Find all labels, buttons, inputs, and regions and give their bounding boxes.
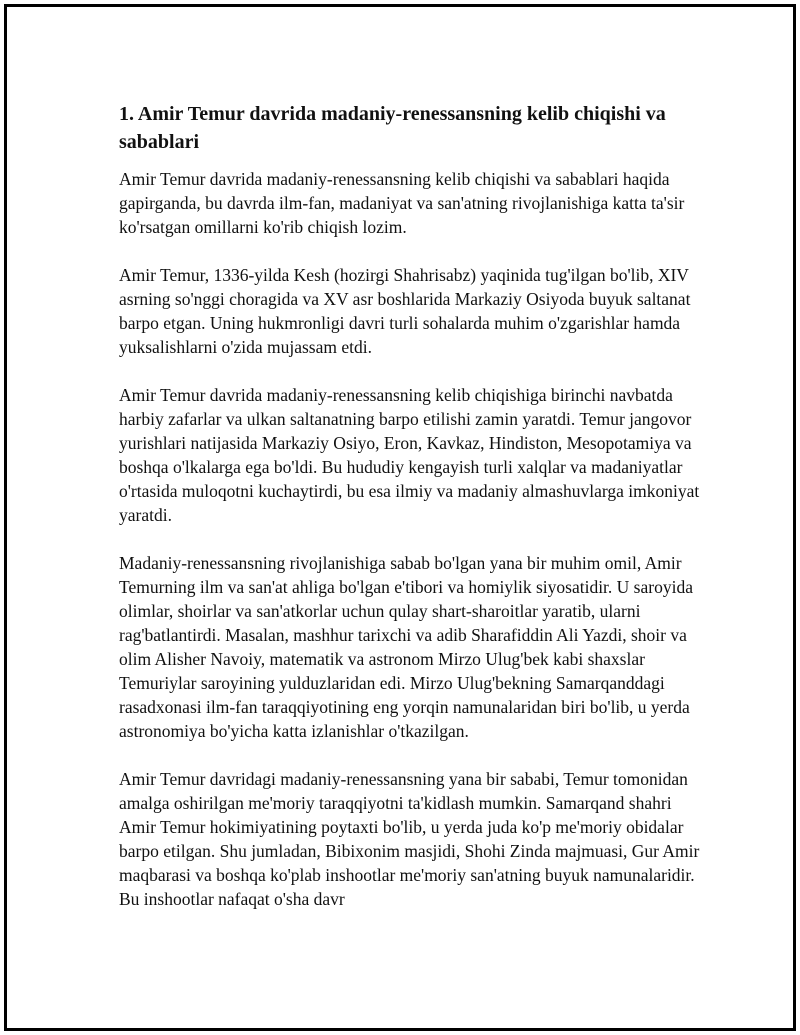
page-frame: [4, 4, 796, 1031]
paragraph-1: Amir Temur davrida madaniy-renessansning kelib chiqishi va sabablari haqida gapirganda, bu davrda ilm-fan, madaniyat va san'atning rivojlanishiga katta ta'sir ko'rsatgan omillarni ko'rib chiqish lozim.: [119, 169, 685, 237]
paragraph-3: Amir Temur davrida madaniy-renessansning kelib chiqishiga birinchi navbatda harbiy zafarlar va ulkan saltanatning barpo etilishi zamin yaratdi. Temur jangovor yurishlari natijasida Markaziy Osiyo, Eron, Kavkaz, Hindiston, Mesopotamiya va boshqa o'lkalarga ega bo'ldi. Bu hududiy kengayish turli xalqlar va madaniyatlar o'rtasida muloqotni kuchaytirdi, bu esa ilmiy va madaniy almashuvlarga imkoniyat yaratdi.: [119, 385, 700, 525]
paragraph-2: Amir Temur, 1336-yilda Kesh (hozirgi Shahrisabz) yaqinida tug'ilgan bo'lib, XIV asrning so'nggi choragida va XV asr boshlarida Markaziy Osiyoda buyuk saltanat barpo etgan. Uning hukmronligi davri turli sohalarda muhim o'zgarishlar hamda yuksalishlarni o'zida mujassam etdi.: [119, 265, 691, 357]
paragraph-4: Madaniy-renessansning rivojlanishiga sabab bo'lgan yana bir muhim omil, Amir Temurning ilm va san'at ahliga bo'lgan e'tibori va homiylik siyosatidir. U saroyida olimlar, shoirlar va san'atkorlar uchun qulay shart-sharoitlar yaratib, ularni rag'batlantirdi. Masalan, mashhur tarixchi va adib Sharafiddin Ali Yazdi, shoir va olim Alisher Navoiy, matematik va astronom Mirzo Ulug'bek kabi shaxslar Temuriylar saroyining yulduzlaridan edi. Mirzo Ulug'bekning Samarqanddagi rasadxonasi ilm-fan taraqqiyotining eng yorqin namunalaridan biri bo'lib, u yerda astronomiya bo'yicha katta izlanishlar o'tkazilgan.: [119, 553, 693, 741]
section-title: 1. Amir Temur davrida madaniy-renessansning kelib chiqishi va sabablari: [119, 103, 666, 153]
paragraph-5: Amir Temur davridagi madaniy-renessansning yana bir sababi, Temur tomonidan amalga oshirilgan me'moriy taraqqiyotni ta'kidlash mumkin. Samarqand shahri Amir Temur hokimiyatining poytaxti bo'lib, u yerda juda ko'p me'moriy obidalar barpo etilgan. Shu jumladan, Bibixonim masjidi, Shohi Zinda majmuasi, Gur Amir maqbarasi va boshqa ko'plab inshootlar me'moriy san'atning buyuk namunalaridir. Bu inshootlar nafaqat o'sha davr: [119, 769, 700, 909]
document-body: [119, 100, 709, 935]
